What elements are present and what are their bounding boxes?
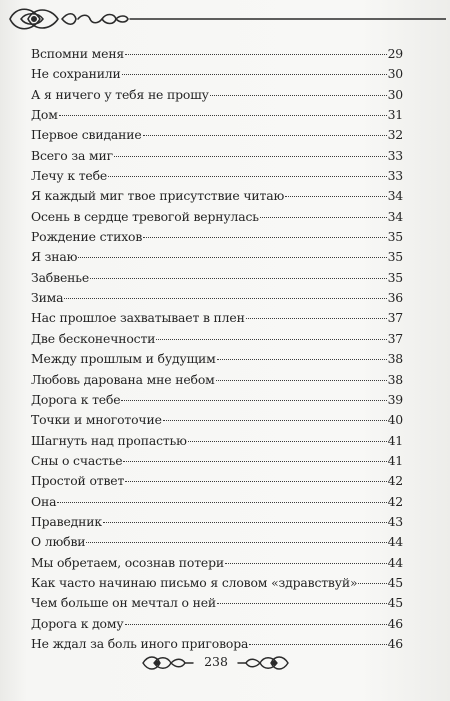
toc-entry-page: 32	[387, 127, 403, 143]
toc-entry	[31, 410, 403, 430]
toc-entry-title: Зима	[31, 290, 64, 306]
toc-entry-title: Шагнуть над пропастью	[31, 432, 187, 448]
toc-entry	[31, 166, 403, 186]
dot-leader	[216, 380, 387, 381]
toc-entry-page: 45	[387, 574, 403, 590]
toc-entry-page: 38	[387, 351, 403, 367]
dot-leader	[156, 339, 386, 340]
toc-entry	[31, 146, 403, 166]
table-of-contents	[31, 44, 403, 654]
dot-leader	[64, 298, 386, 299]
toc-entry-page: 34	[387, 188, 403, 204]
toc-entry-title: Как часто начинаю письмо я словом «здравствуй»	[31, 574, 358, 590]
toc-entry-title: Простой ответ	[31, 473, 125, 489]
toc-entry-title: Мы обретаем, осознав потери	[31, 554, 224, 570]
toc-entry	[31, 573, 403, 593]
toc-entry	[31, 553, 403, 573]
dot-leader	[217, 359, 387, 360]
toc-entry	[31, 370, 403, 390]
toc-entry	[31, 308, 403, 328]
toc-entry	[31, 471, 403, 491]
toc-entry-page: 33	[387, 147, 403, 163]
toc-entry-title: Вспомни меня	[31, 46, 125, 61]
toc-entry-title: Точки и многоточие	[31, 412, 162, 428]
dot-leader	[57, 502, 386, 503]
toc-entry-page: 33	[387, 168, 403, 184]
toc-entry-page: 31	[387, 107, 403, 123]
dot-leader	[114, 156, 387, 157]
dot-leader	[246, 318, 387, 319]
toc-entry	[31, 492, 403, 512]
toc-entry-title: Не ждал за боль иного приговора	[31, 635, 249, 651]
dot-leader	[125, 624, 387, 625]
page-number: 238	[204, 654, 228, 669]
dot-leader	[188, 441, 387, 442]
dot-leader	[217, 603, 387, 604]
toc-entry	[31, 105, 403, 125]
toc-entry-page: 38	[387, 371, 403, 387]
toc-entry	[31, 532, 403, 552]
toc-entry	[31, 268, 403, 288]
toc-entry-title: Лечу к тебе	[31, 168, 108, 184]
toc-entry-title: Дорога к дому	[31, 615, 124, 631]
dot-leader	[285, 196, 387, 197]
toc-entry-page: 30	[387, 86, 403, 102]
toc-entry	[31, 125, 403, 145]
toc-entry-page: 44	[387, 534, 403, 550]
toc-entry-title: О любви	[31, 534, 86, 550]
toc-entry-page: 43	[387, 513, 403, 529]
toc-entry	[31, 207, 403, 227]
toc-entry-page: 40	[387, 412, 403, 428]
dot-leader	[143, 135, 387, 136]
toc-entry-page: 37	[387, 310, 403, 326]
scroll-ornament-left-icon	[140, 652, 195, 674]
toc-entry-page: 37	[387, 330, 403, 346]
toc-entry-title: Первое свидание	[31, 127, 142, 143]
toc-entry	[31, 288, 403, 308]
toc-entry-page: 41	[387, 452, 403, 468]
dot-leader	[103, 522, 387, 523]
toc-entry-title: Я знаю	[31, 249, 78, 265]
toc-entry-title: Праведник	[31, 513, 102, 529]
dot-leader	[78, 257, 386, 258]
toc-entry	[31, 186, 403, 206]
toc-entry	[31, 512, 403, 532]
dot-leader	[260, 217, 387, 218]
dot-leader	[210, 95, 387, 96]
toc-entry	[31, 85, 403, 105]
toc-entry-page: 44	[387, 554, 403, 570]
toc-entry-page: 42	[387, 473, 403, 489]
toc-entry-title: Сны о счастье	[31, 452, 123, 468]
toc-entry	[31, 349, 403, 369]
dot-leader	[358, 583, 386, 584]
dot-leader	[90, 278, 387, 279]
toc-entry-page: 36	[387, 290, 403, 306]
dot-leader	[225, 563, 387, 564]
dot-leader	[123, 461, 386, 462]
toc-entry	[31, 451, 403, 471]
dot-leader	[108, 176, 387, 177]
toc-entry-title: Осень в сердце тревогой вернулась	[31, 208, 259, 224]
toc-entry	[31, 44, 403, 64]
toc-entry-title: Между прошлым и будущим	[31, 351, 216, 367]
toc-entry-title: Рождение стихов	[31, 229, 143, 245]
dot-leader	[86, 542, 386, 543]
scroll-ornament-right-icon	[236, 652, 291, 674]
dot-leader	[125, 54, 387, 55]
toc-entry-page: 35	[387, 269, 403, 285]
toc-entry-title: Она	[31, 493, 57, 509]
toc-entry-page: 46	[387, 635, 403, 651]
dot-leader	[122, 74, 387, 75]
toc-entry-page: 41	[387, 432, 403, 448]
toc-entry	[31, 614, 403, 634]
toc-entry-title: Чем больше он мечтал о ней	[31, 595, 217, 611]
toc-entry-page: 35	[387, 249, 403, 265]
dot-leader	[163, 420, 387, 421]
toc-entry-title: Всего за миг	[31, 147, 113, 163]
toc-entry-page: 35	[387, 229, 403, 245]
toc-entry	[31, 247, 403, 267]
toc-entry-page: 42	[387, 493, 403, 509]
toc-entry	[31, 329, 403, 349]
toc-entry	[31, 431, 403, 451]
dot-leader	[249, 644, 386, 645]
toc-entry-page: 29	[387, 46, 403, 61]
toc-entry-page: 45	[387, 595, 403, 611]
toc-entry-title: Я каждый миг твое присутствие читаю	[31, 188, 285, 204]
toc-entry	[31, 227, 403, 247]
dot-leader	[59, 115, 387, 116]
dot-leader	[143, 237, 386, 238]
toc-entry-title: Любовь дарована мне небом	[31, 371, 215, 387]
toc-entry-page: 39	[387, 391, 403, 407]
toc-entry-page: 34	[387, 208, 403, 224]
dot-leader	[125, 481, 386, 482]
toc-entry	[31, 390, 403, 410]
toc-entry-title: Две бесконечности	[31, 330, 156, 346]
toc-entry-title: Дорога к тебе	[31, 391, 121, 407]
toc-entry-title: Нас прошлое захватывает в плен	[31, 310, 245, 326]
top-knot-ornament-icon	[6, 2, 446, 36]
toc-entry-page: 30	[387, 66, 403, 82]
toc-entry-title: Забвенье	[31, 269, 90, 285]
toc-entry-title: А я ничего у тебя не прошу	[31, 86, 209, 102]
toc-entry-page: 46	[387, 615, 403, 631]
page-footer	[0, 648, 450, 678]
dot-leader	[121, 400, 386, 401]
toc-entry	[31, 64, 403, 84]
toc-entry	[31, 593, 403, 613]
toc-entry-title: Дом	[31, 107, 58, 123]
toc-entry-title: Не сохранили	[31, 66, 121, 82]
